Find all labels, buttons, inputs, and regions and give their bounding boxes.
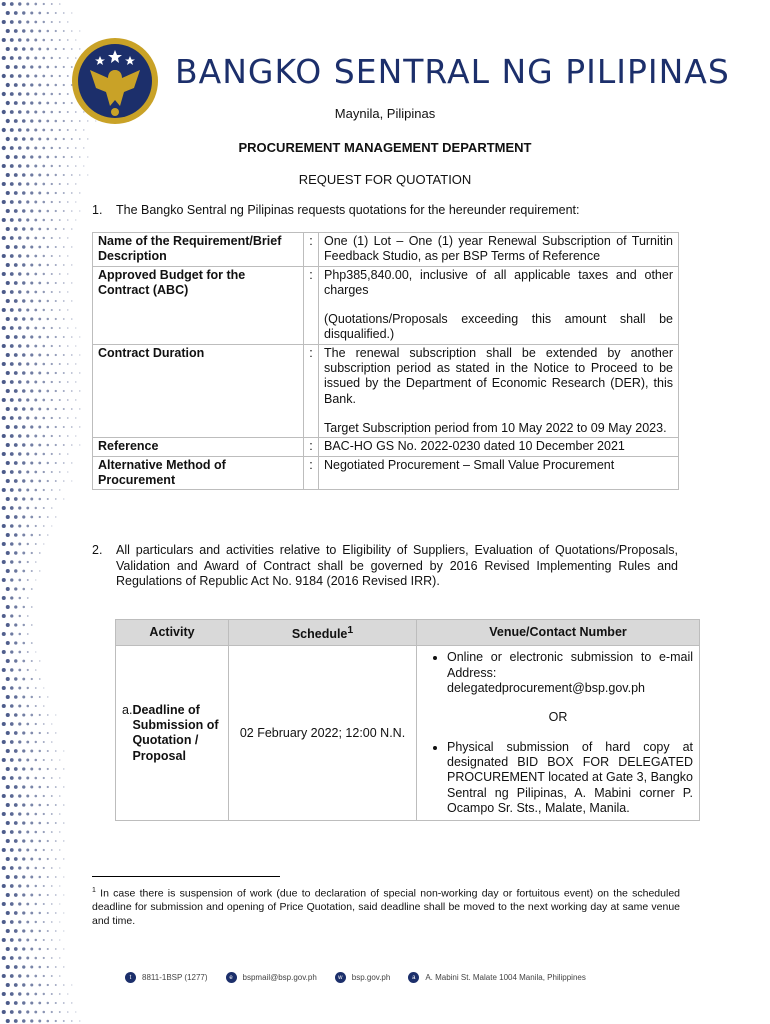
colon-separator: : bbox=[304, 266, 319, 344]
row-label: Alternative Method of Procurement bbox=[93, 456, 304, 490]
table-row bbox=[93, 266, 679, 344]
duration-text: The renewal subscription shall be extended by another subscription period as stated in the Notice to Proceed to be issued by the Department of Economic Research (DER), this Bank. bbox=[324, 345, 673, 406]
activity-cell bbox=[116, 646, 229, 821]
activity-letter: a. bbox=[122, 702, 133, 717]
table-header-row bbox=[116, 620, 700, 646]
city-line: Maynila, Pilipinas bbox=[334, 106, 436, 121]
footnote-marker: 1 bbox=[92, 887, 96, 894]
footer-address-text: A. Mabini St. Malate 1004 Manila, Philippines bbox=[425, 973, 586, 982]
email-icon: e bbox=[226, 972, 237, 983]
footnote-text: In case there is suspension of work (due to declaration of special non-working day or fortuitous event) on the scheduled deadline for submission and opening of Price Quotation, said deadline shall be moved to the next working day at same venue and time. bbox=[92, 887, 680, 927]
paragraph-text: The Bangko Sentral ng Pilipinas requests quotations for the hereunder requirement: bbox=[116, 203, 580, 217]
department-title: PROCUREMENT MANAGEMENT DEPARTMENT bbox=[238, 140, 532, 155]
schedule-cell: 02 February 2022; 12:00 N.N. bbox=[229, 646, 417, 821]
row-value: BAC-HO GS No. 2022-0230 dated 10 December 2021 bbox=[319, 438, 679, 456]
requirement-details-table bbox=[92, 232, 679, 490]
venue-or: OR bbox=[548, 710, 568, 725]
row-label: Name of the Requirement/Brief Description bbox=[93, 233, 304, 267]
row-label: Reference bbox=[93, 438, 304, 456]
header-schedule-label: Schedule bbox=[291, 627, 348, 642]
colon-separator: : bbox=[304, 456, 319, 490]
address-icon: a bbox=[408, 972, 419, 983]
footnote bbox=[92, 884, 680, 928]
row-value bbox=[319, 344, 679, 437]
footer-address bbox=[408, 972, 586, 983]
footer-email-text: bspmail@bsp.gov.ph bbox=[242, 973, 317, 982]
row-label: Approved Budget for the Contract (ABC) bbox=[93, 266, 304, 344]
colon-separator: : bbox=[304, 344, 319, 437]
table-row bbox=[93, 233, 679, 267]
paragraph-number: 2. bbox=[92, 543, 103, 557]
footer-phone-text: 8811-1BSP (1277) bbox=[142, 973, 208, 982]
row-value bbox=[319, 266, 679, 344]
paragraph-number: 1. bbox=[92, 203, 103, 217]
paragraph-text: All particulars and activities relative to Eligibility of Suppliers, Evaluation of Quotations/Proposals, Validation and Award of Contract shall be governed by 2016 Revised Implementing Rules and Regulations of Republic Act No. 9184 (2016 Revised IRR). bbox=[116, 543, 678, 588]
footnote-ref: 1 bbox=[347, 625, 354, 636]
venue-cell bbox=[417, 646, 700, 821]
page-footer bbox=[125, 972, 685, 983]
footer-web bbox=[335, 972, 391, 983]
abc-note: (Quotations/Proposals exceeding this amount shall be disqualified.) bbox=[324, 312, 673, 342]
colon-separator: : bbox=[304, 438, 319, 456]
schedule-table bbox=[115, 619, 700, 821]
footnote-divider bbox=[92, 876, 280, 877]
activity-name: Deadline of Submission of Quotation / Proposal bbox=[132, 702, 219, 763]
row-label: Contract Duration bbox=[93, 344, 304, 437]
footer-email bbox=[226, 972, 317, 983]
bank-name-wordmark: BANGKO SENTRAL NG PILIPINAS bbox=[175, 52, 730, 91]
header-schedule bbox=[229, 620, 417, 646]
web-icon: w bbox=[335, 972, 346, 983]
colon-separator: : bbox=[304, 233, 319, 267]
paragraph-1 bbox=[92, 203, 678, 219]
paragraph-2 bbox=[92, 543, 678, 590]
row-value: One (1) Lot – One (1) year Renewal Subscription of Turnitin Feedback Studio, as per BSP Terms of Reference bbox=[319, 233, 679, 267]
table-row bbox=[116, 646, 700, 821]
header-activity: Activity bbox=[116, 620, 229, 646]
target-period: Target Subscription period from 10 May 2022 to 09 May 2023. bbox=[324, 420, 667, 435]
table-row bbox=[93, 456, 679, 490]
venue-physical: • Physical submission of hard copy at designated BID BOX FOR DELEGATED PROCUREMENT located at Gate 3, Bangko Sentral ng Pilipinas, A. Mabini corner P. Ocampo Sr. Sts., Malate, Manila. bbox=[447, 740, 693, 816]
row-value: Negotiated Procurement – Small Value Procurement bbox=[319, 456, 679, 490]
abc-amount: Php385,840.00, inclusive of all applicable taxes and other charges bbox=[324, 267, 673, 297]
table-row bbox=[93, 344, 679, 437]
table-row bbox=[93, 438, 679, 456]
phone-icon: t bbox=[125, 972, 136, 983]
footer-web-text: bsp.gov.ph bbox=[351, 973, 391, 982]
document-title: REQUEST FOR QUOTATION bbox=[298, 172, 472, 187]
venue-online: • Online or electronic submission to e-mail Address: delegatedprocurement@bsp.gov.ph bbox=[447, 650, 693, 696]
footer-phone bbox=[125, 972, 208, 983]
header-venue: Venue/Contact Number bbox=[417, 620, 700, 646]
